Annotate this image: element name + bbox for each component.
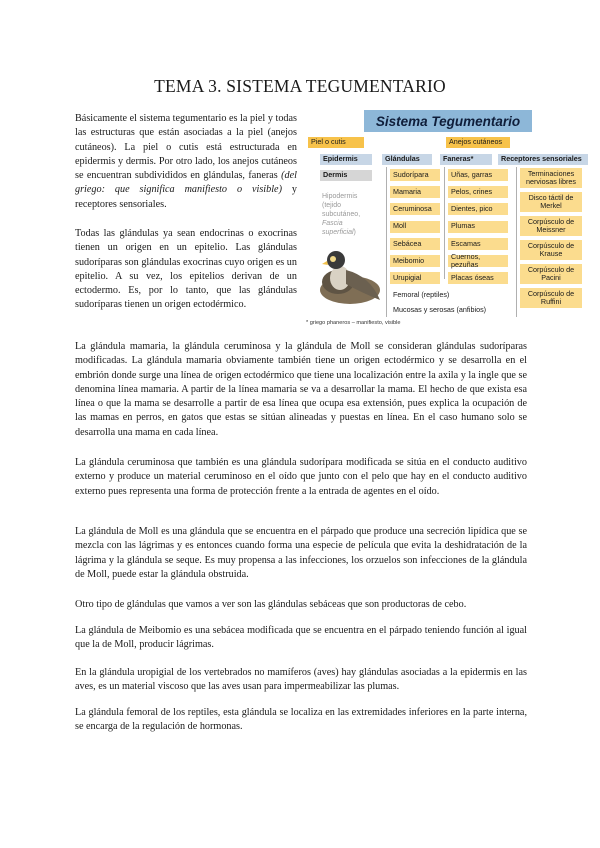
glandula-item: Meibomio (390, 255, 440, 267)
intro-paragraph-1-text-b: y receptores sensoriales. (75, 184, 297, 210)
diagram-title: Sistema Tegumentario (364, 110, 532, 132)
box-receptores: Receptores sensoriales (498, 154, 588, 165)
fanera-item: Uñas, garras (448, 169, 508, 181)
fanera-item: Plumas (448, 221, 508, 233)
box-mucosas: Mucosas y serosas (anfibios) (390, 305, 508, 315)
body-paragraph: En la glándula uropigial de los vertebrados no mamíferos (aves) hay glándulas asociadas a la epidermis en las aves, es un material viscoso que las aves usan para impermeabilizar las plumas. (75, 667, 527, 693)
fanera-item: Cuernos, pezuñas (448, 255, 508, 267)
bracket-faneras (444, 167, 445, 279)
box-glandulas: Glándulas (382, 154, 432, 165)
bracket-glandulas (386, 167, 387, 317)
glandula-item: Ceruminosa (390, 203, 440, 215)
document-title: TEMA 3. SISTEMA TEGUMENTARIO (154, 76, 446, 96)
receptor-item: Corpúsculo de Pacini (520, 264, 582, 284)
box-femoral: Femoral (reptiles) (390, 290, 470, 300)
intro-paragraph-1-text-a: Básicamente el sistema tegumentario es la piel y todas las estructuras que están asociadas a la piel (anejos cutáneos). La piel o cutis está estructurada en epidermis y dermis. Por otro lado, los anejos cutáneos se encuentran subdivididos en glándulas, faneras (75, 113, 297, 182)
receptor-item: Corpúsculo de Meissner (520, 216, 582, 236)
glandula-item: Mamaria (390, 186, 440, 198)
intro-paragraph-1 (75, 112, 297, 212)
box-anejos: Anejos cutáneos (446, 137, 510, 148)
fanera-item: Placas óseas (448, 272, 508, 284)
tegumentary-system-diagram (306, 110, 588, 328)
glandula-item: Urupigial (390, 272, 440, 284)
fanera-item: Pelos, crines (448, 186, 508, 198)
glandula-item: Sebácea (390, 238, 440, 250)
receptor-item: Terminaciones nerviosas libres (520, 168, 582, 188)
hipodermis-italic: Fascia superficial (322, 220, 354, 236)
intro-paragraph-1-italic: (del griego: que significa manifiesto o visible) (75, 170, 297, 196)
body-paragraph: La glándula mamaria, la glándula ceruminosa y la glándula de Moll se consideran glándulas sudoríparas modificadas. La glándula mamaria obviamente también tiene un origen ectodérmico y se desarrolla en el embrión donde surge una línea de origen ectodérmico que tiene una localización entre la axila y la ingle que se denomina línea mamaria. A partir de la línea mamaria se va a desarrollar la mama. El hecho de que exista esa línea o que la mama se desarrolle a partir de esa línea que ocupa esa extensión, pues explica la ocupación de las mamas en perros, en gatos que estas se sitúan alineadas y puestas en línea. En el caso humano solo se desarrolla una mama en cada línea. (75, 341, 527, 438)
receptor-item: Corpúsculo de Ruffini (520, 288, 582, 308)
bracket-receptores (516, 167, 517, 317)
receptor-item: Disco táctil de Merkel (520, 192, 582, 212)
glandula-item: Moll (390, 221, 440, 233)
fanera-item: Escamas (448, 238, 508, 250)
hipodermis-text-b: ) (353, 229, 356, 236)
box-epidermis: Epidermis (320, 154, 372, 165)
body-paragraph: La glándula ceruminosa que también es una glándula sudorípara modificada se sitúa en el conducto auditivo externo y produce un material ceruminoso en el oído que junto con el pelo que hay en el conducto auditivo externo pues representa una forma de protección frente a la entrada de agentes en el oído. (75, 457, 527, 497)
hipodermis-text-a: Hipodermis (tejido subcutáneo, (322, 193, 361, 218)
glandula-item: Sudorípara (390, 169, 440, 181)
body-paragraph: La glándula femoral de los reptiles, esta glándula se localiza en las extremidades inferiores en la parte interna, se encarga de la regulación de hormonas. (75, 707, 527, 733)
box-piel: Piel o cutis (308, 137, 364, 148)
falcon-illustration (310, 230, 384, 312)
fanera-item: Dientes, pico (448, 203, 508, 215)
intro-paragraph-2: Todas las glándulas ya sean endocrinas o exocrinas tienen un origen en un epitelio. Las glándulas sudoríparas son glándulas exocrinas cuyo origen es un epitelio. A su vez, los epitelios derivan de un ectodermo. Es, por lo tanto, que las glándulas sudoríparas tienen un origen ectodérmico. (75, 228, 297, 311)
box-faneras: Faneras* (440, 154, 492, 165)
receptor-item: Corpúsculo de Krause (520, 240, 582, 260)
body-paragraph: La glándula de Moll es una glándula que se encuentra en el párpado que produce una secreción lipídica que se mezcla con las lágrimas y es entonces cuando forma una especie de película que evita la deshidratación de la lágrima y la glándula se seque. Es muy propensa a las infecciones, los orzuelos son infecciones de la glándula de Moll, puede estar la glándula obstruida. (75, 526, 527, 580)
box-dermis: Dermis (320, 170, 372, 181)
body-paragraph: Otro tipo de glándulas que vamos a ver son las glándulas sebáceas que son productoras de cebo. (75, 599, 467, 610)
body-paragraph: La glándula de Meibomio es una sebácea modificada que se encuentra en el párpado teniendo función al igual que la de Moll, producir lágrimas. (75, 625, 527, 651)
diagram-footnote: * griego phaneros – manifiesto, visible (306, 320, 401, 326)
